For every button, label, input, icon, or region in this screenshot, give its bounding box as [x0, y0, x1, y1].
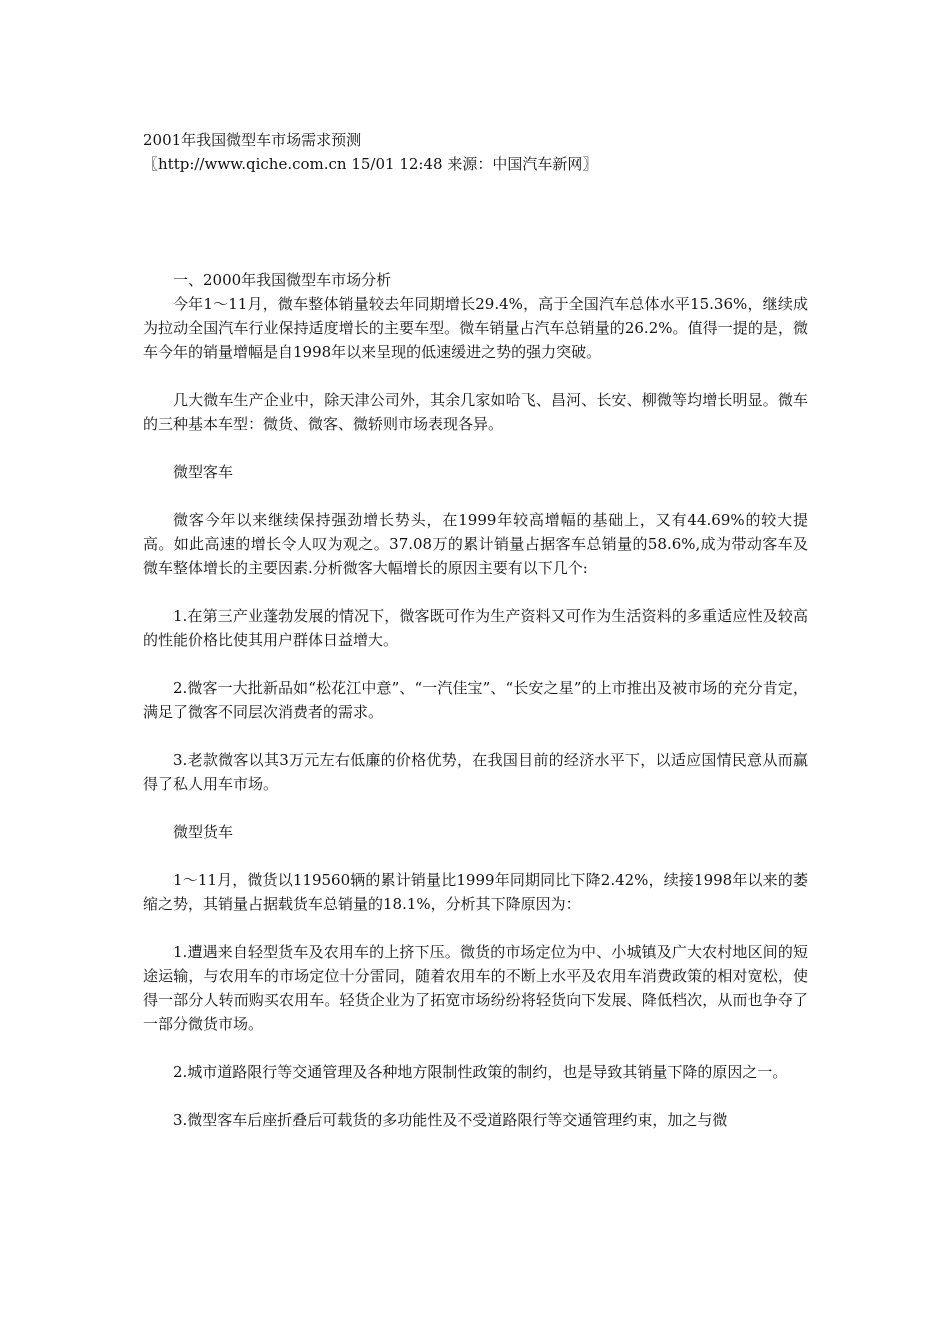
section-heading: 一、2000年我国微型车市场分析	[173, 271, 392, 289]
subheading-minibus: 微型客车	[173, 463, 234, 481]
paragraph: 微客今年以来继续保持强劲增长势头，在1999年较高增幅的基础上，又有44.69%的较大提高。如此高速的增长令人叹为观之。37.08万的累计销量占据客车总销量的58.6%,成为带动客车及微车整体增长的主要因素.分析微客大幅增长的原因主要有以下几个:	[143, 511, 808, 577]
subheading-minitruck: 微型货车	[173, 823, 234, 841]
source-line: 〖http://www.qiche.com.cn 15/01 12:48 来源：中国汽车新网〗	[143, 155, 598, 173]
list-item: 3.微型客车后座折叠后可载货的多功能性及不受道路限行等交通管理约束，加之与微	[173, 1111, 728, 1129]
list-item: 3.老款微客以其3万元左右低廉的价格优势，在我国目前的经济水平下，以适应国情民意从而赢得了私人用车市场。	[143, 751, 808, 793]
paragraph: 1～11月，微货以119560辆的累计销量比1999年同期同比下降2.42%，续接1998年以来的萎缩之势，其销量占据载货车总销量的18.1%，分析其下降原因为：	[143, 871, 808, 913]
list-item: 1.遭遇来自轻型货车及农用车的上挤下压。微货的市场定位为中、小城镇及广大农村地区间的短途运输，与农用车的市场定位十分雷同，随着农用车的不断上水平及农用车消费政策的相对宽松，使得一部分人转而购买农用车。轻货企业为了拓宽市场纷纷将轻货向下发展、降低档次，从而也争夺了一部分微货市场。	[143, 943, 808, 1033]
article-header	[143, 128, 823, 176]
list-item: 2.城市道路限行等交通管理及各种地方限制性政策的制约，也是导致其销量下降的原因之一。	[173, 1063, 788, 1081]
paragraph: 几大微车生产企业中，除天津公司外，其余几家如哈飞、昌河、长安、柳微等均增长明显。微车的三种基本车型：微货、微客、微轿则市场表现各异。	[143, 391, 808, 433]
article-body	[143, 268, 808, 1132]
list-item: 1.在第三产业蓬勃发展的情况下，微客既可作为生产资料又可作为生活资料的多重适应性及较高的性能价格比使其用户群体日益增大。	[143, 607, 808, 649]
article-title: 2001年我国微型车市场需求预测	[143, 131, 362, 149]
paragraph: 今年1～11月，微车整体销量较去年同期增长29.4%，高于全国汽车总体水平15.36%，继续成为拉动全国汽车行业保持适度增长的主要车型。微车销量占汽车总销量的26.2%。值得一提的是，微车今年的销量增幅是自1998年以来呈现的低速缓进之势的强力突破。	[143, 295, 808, 361]
list-item: 2.微客一大批新品如“松花江中意”、“一汽佳宝”、“长安之星”的上市推出及被市场的充分肯定，满足了微客不同层次消费者的需求。	[143, 679, 808, 721]
